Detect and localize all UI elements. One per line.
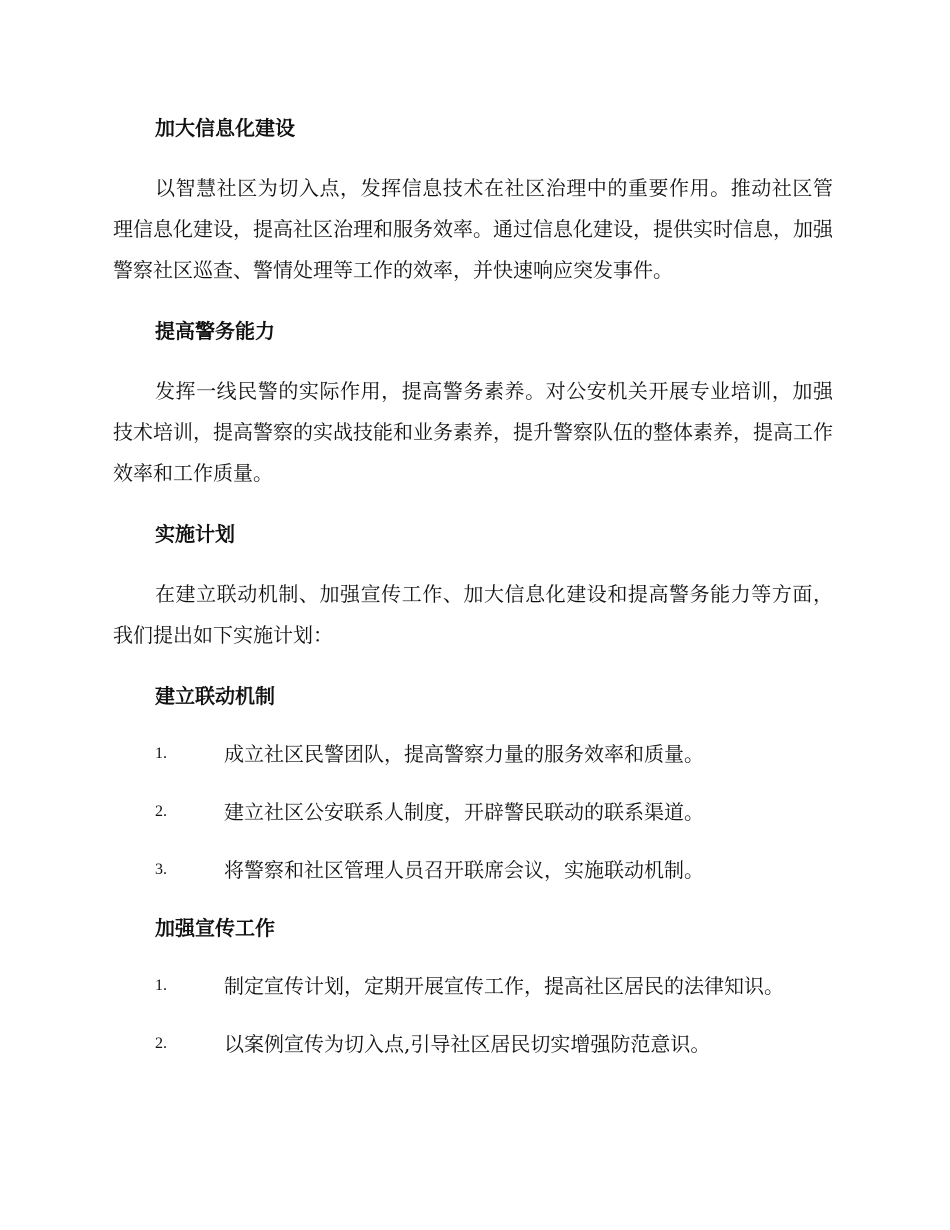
list-item xyxy=(113,736,833,772)
list-item-number: 1. xyxy=(155,977,167,994)
numbered-list xyxy=(113,736,833,888)
list-item-text: 以案例宣传为切入点,引导社区居民切实增强防范意识。 xyxy=(224,1032,711,1056)
list-item-number: 2. xyxy=(155,803,167,820)
list-item-text: 制定宣传计划，定期开展宣传工作，提高社区居民的法律知识。 xyxy=(224,974,784,998)
section-paragraph: 以智慧社区为切入点，发挥信息技术在社区治理中的重要作用。推动社区管理信息化建设，提高社区治理和服务效率。通过信息化建设，提供实时信息，加强警察社区巡查、警情处理等工作的效率，并快速响应突发事件。 xyxy=(113,176,833,282)
list-item-text: 建立社区公安联系人制度，开辟警民联动的联系渠道。 xyxy=(224,800,704,824)
list-item-text: 将警察和社区管理人员召开联席会议，实施联动机制。 xyxy=(224,858,704,882)
document-body xyxy=(113,110,833,1084)
section-heading: 加大信息化建设 xyxy=(155,116,295,140)
section-heading: 提高警务能力 xyxy=(155,319,275,343)
list-item-number: 3. xyxy=(155,861,167,878)
section-heading: 建立联动机制 xyxy=(155,684,275,708)
section-paragraph: 在建立联动机制、加强宣传工作、加大信息化建设和提高警务能力等方面，我们提出如下实施计划： xyxy=(113,582,833,647)
list-item xyxy=(113,968,833,1004)
list-item-number: 1. xyxy=(155,745,167,762)
numbered-list xyxy=(113,968,833,1062)
list-item xyxy=(113,1026,833,1062)
section-heading: 实施计划 xyxy=(155,522,235,546)
section-paragraph: 发挥一线民警的实际作用，提高警务素养。对公安机关开展专业培训，加强技术培训，提高警察的实战技能和业务素养，提升警察队伍的整体素养，提高工作效率和工作质量。 xyxy=(113,379,833,485)
list-item xyxy=(113,852,833,888)
list-item-text: 成立社区民警团队，提高警察力量的服务效率和质量。 xyxy=(224,742,704,766)
list-item-number: 2. xyxy=(155,1035,167,1052)
section-heading: 加强宣传工作 xyxy=(155,916,275,940)
list-item xyxy=(113,794,833,830)
